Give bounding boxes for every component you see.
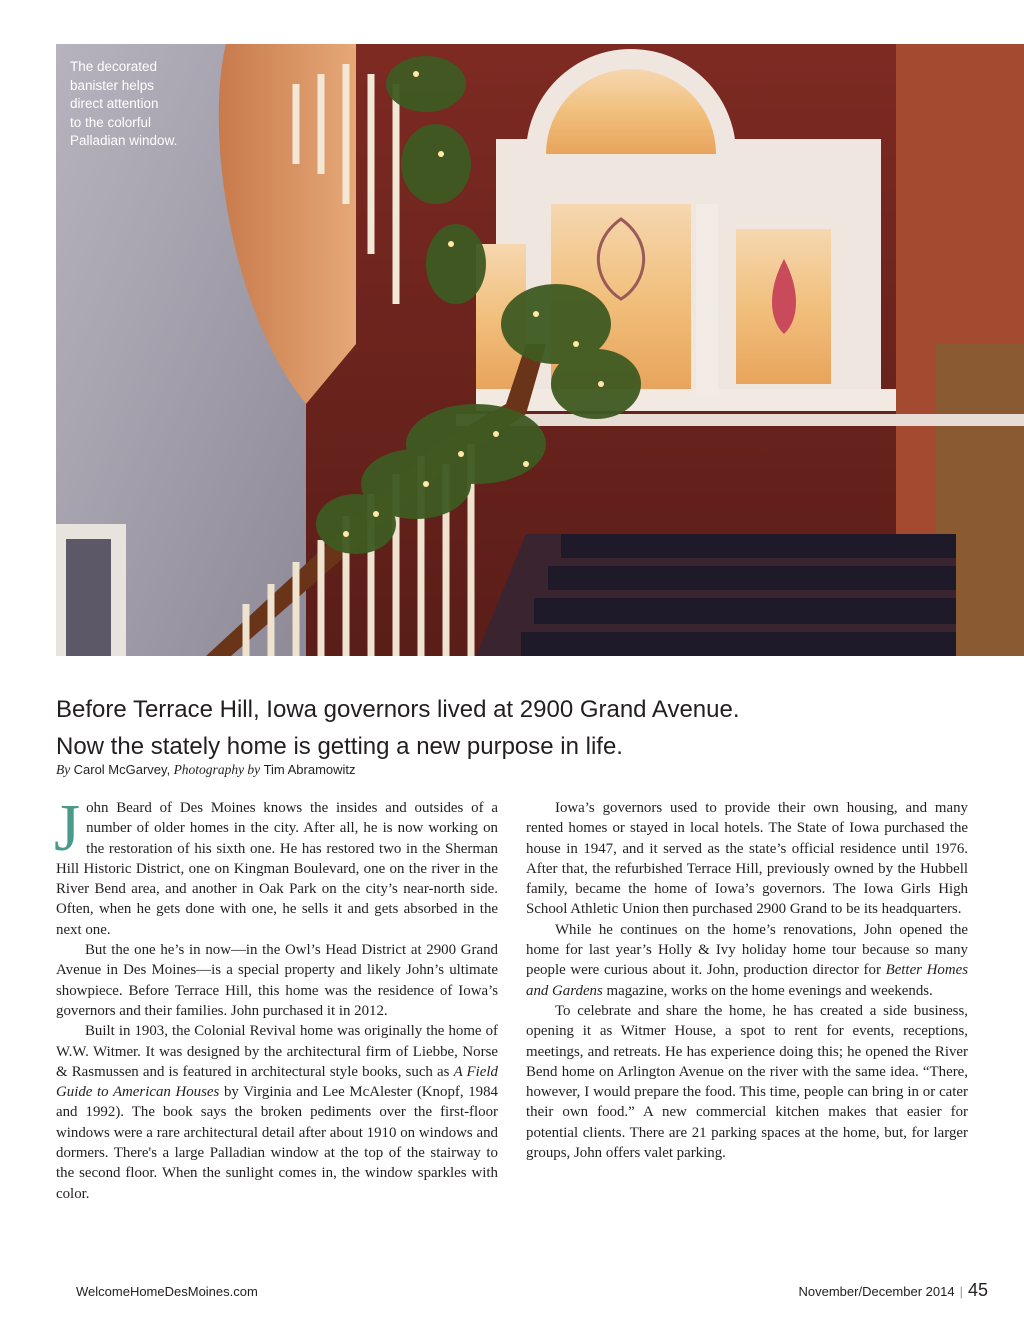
paragraph-5-text-b: magazine, works on the home evenings and weekends. (602, 982, 933, 999)
folio-separator: | (959, 1284, 963, 1299)
photography-label: Photography by (173, 762, 261, 777)
footer-website: WelcomeHomeDesMoines.com (76, 1284, 258, 1299)
author-name: Carol McGarvey, (73, 762, 171, 777)
dek-line-2: Now the stately home is getting a new purpose in life. (56, 733, 623, 761)
issue-date: November/December 2014 (798, 1284, 955, 1299)
dek-line-1: Before Terrace Hill, Iowa governors lived at 2900 Grand Avenue. (56, 696, 740, 724)
book-title: A Field Guide to American Houses (56, 1063, 498, 1101)
magazine-title: Better Homes and Gardens (526, 962, 969, 999)
article-column-left (54, 791, 498, 1204)
photographer-name: Tim Abramowitz (263, 762, 356, 777)
paragraph-1 (54, 791, 498, 940)
paragraph-5-text-a: While he continues on the home’s renovations, John opened the home for last year’s Holly & Ivy holiday home tour because so many people were curious about it. John, production director for (526, 921, 968, 979)
paragraph-6: To celebrate and share the home, he has created a side business, opening it as Witmer House, a spot to rent for events, receptions, meetings, and retreats. He has experience doing this; he opened the River Bend home on Arlington Avenue on the river with the same idea. “There, however, I would prepare the food. This time, people can bring in or cater their own food.” A new commercial kitchen makes that easier for potential clients. There are 21 parking spaces at the home, but, for larger groups, John offers valet parking. (526, 1002, 968, 1162)
byline (56, 762, 356, 778)
byline-by: By (56, 762, 71, 777)
photo-caption: The decorated banister helps direct attention to the colorful Palladian window. (70, 59, 178, 148)
paragraph-3-text-b: by Virginia and Lee McAlester (Knopf, 1984 and 1992). The book says the broken pediments over the first-floor windows were a rare architectural detail after about 1910 on windows and dormers. There's a large Palladian window at the top of the stairway to the second floor. When the sunlight comes in, the window sparkles with color. (56, 1084, 498, 1202)
article-column-right (526, 798, 968, 1163)
footer-folio (799, 1280, 989, 1301)
paragraph-3-text-a: Built in 1903, the Colonial Revival home was originally the home of W.W. Witmer. It was designed by the architectural firm of Liebbe, Norse & Rasmussen and is featured in architectural style books, such as (56, 1023, 498, 1080)
paragraph-4: Iowa’s governors used to provide their own housing, and many rented homes or stayed in local hotels. The State of Iowa purchased the house in 1947, and it served as the state’s official residence until 1976. After that, the refurbished Terrace Hill, previously owned by the Hubbell family, became the home of Iowa’s governors. The Iowa Girls High School Athletic Union then purchased 2900 Grand to be its headquarters. (526, 800, 968, 918)
page-number: 45 (967, 1280, 988, 1300)
drop-cap: J (54, 791, 81, 865)
paragraph-1-text: ohn Beard of Des Moines knows the insides and outsides of a number of older homes in the city. After all, he is now working on the restoration of his sixth one. He has restored two in the Sherman Hill Historic District, one on Kingman Boulevard, one on the river in the River Bend area, and another in Oak Park on the city’s near-north side. Often, when he gets done with one, he sells it and gets absorbed in the next one. (56, 800, 498, 938)
paragraph-5 (526, 920, 968, 1001)
paragraph-3 (56, 1021, 498, 1204)
paragraph-2: But the one he’s in now—in the Owl’s Head District at 2900 Grand Avenue in Des Moines—is a special property and likely John’s ultimate showpiece. Before Terrace Hill, this home was the residence of Iowa’s governors and their families. John purchased it in 2012. (56, 942, 498, 1019)
article-dek (56, 691, 956, 765)
